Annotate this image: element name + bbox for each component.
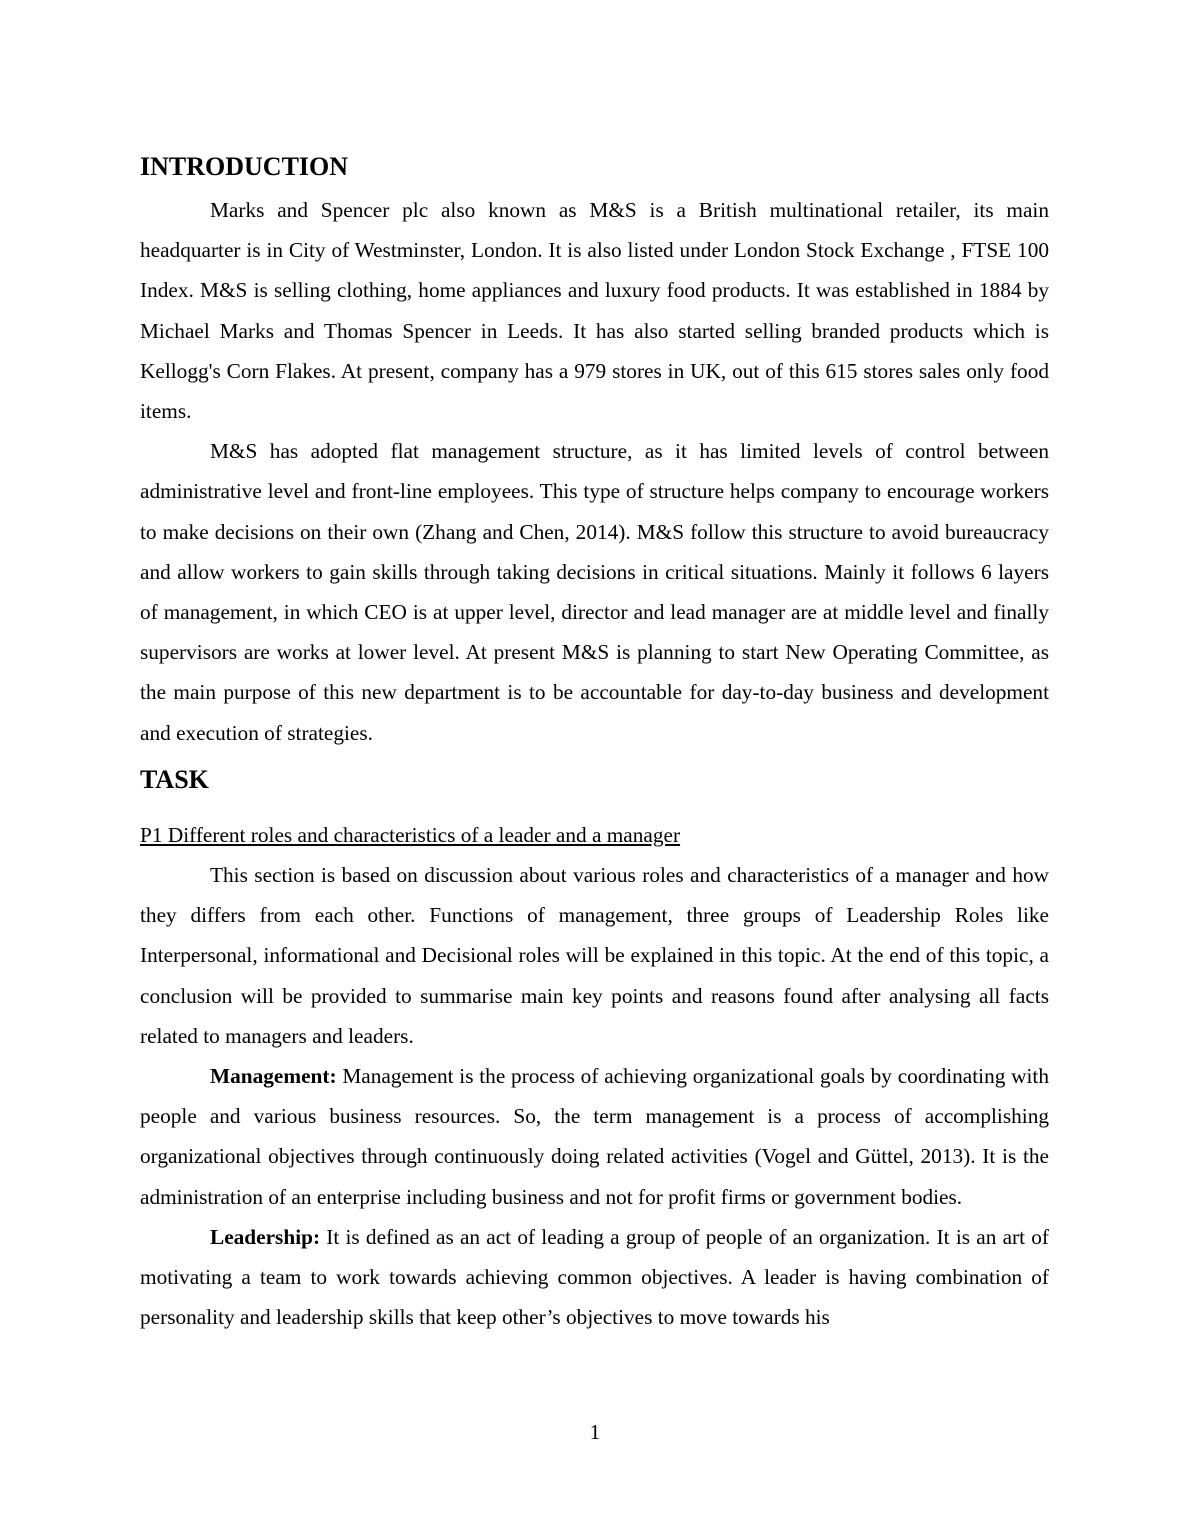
- intro-paragraph-1: Marks and Spencer plc also known as M&S is a British multinational retailer, its main headquarter is in City of Westminster, London. It is also listed under London Stock Exchange , FTSE 100 Index. M&S is selling clothing, home appliances and luxury food products. It was established in 1884 by Michael Marks and Thomas Spencer in Leeds. It has also started selling branded products which is Kellogg's Corn Flakes. At present, company has a 979 stores in UK, out of this 615 stores sales only food items.: [140, 198, 1049, 424]
- management-label: Management:: [210, 1064, 337, 1089]
- management-paragraph: [140, 1056, 1049, 1217]
- introduction-heading: INTRODUCTION: [140, 152, 349, 181]
- document-page: [140, 150, 1049, 1337]
- task-paragraph: This section is based on discussion about various roles and characteristics of a manager and how they differs from each other. Functions of management, three groups of Leadership Roles like Interpersonal, informational and Decisional roles will be explained in this topic. At the end of this topic, a conclusion will be provided to summarise main key points and reasons found after analysing all facts related to managers and leaders.: [140, 863, 1049, 1048]
- page-number: 1: [589, 1420, 601, 1444]
- leadership-paragraph: [140, 1217, 1049, 1338]
- intro-paragraph-2: M&S has adopted flat management structure, as it has limited levels of control between administrative level and front-line employees. This type of structure helps company to encourage workers to make decisions on their own (Zhang and Chen, 2014). M&S follow this structure to avoid bureaucracy and allow workers to gain skills through taking decisions in critical situations. Mainly it follows 6 layers of management, in which CEO is at upper level, director and lead manager are at middle level and finally supervisors are works at lower level. At present M&S is planning to start New Operating Committee, as the main purpose of this new department is to be accountable for day-to-day business and development and execution of strategies.: [140, 439, 1049, 745]
- task-heading: TASK: [140, 764, 209, 794]
- management-text: Management is the process of achieving organizational goals by coordinating with people and various business resources. So, the term management is a process of accomplishing organizational objectives through continuously doing related activities (Vogel and Güttel, 2013). It is the administration of an enterprise including business and not for profit firms or government bodies.: [140, 1064, 1049, 1209]
- task-subheading: P1 Different roles and characteristics of a leader and a manager: [140, 822, 681, 847]
- leadership-label: Leadership:: [210, 1224, 321, 1249]
- leadership-text: It is defined as an act of leading a group of people of an organization. It is an art of motivating a team to work towards achieving common objectives. A leader is having combination of personality and leadership skills that keep other’s objectives to move towards his: [140, 1224, 1049, 1330]
